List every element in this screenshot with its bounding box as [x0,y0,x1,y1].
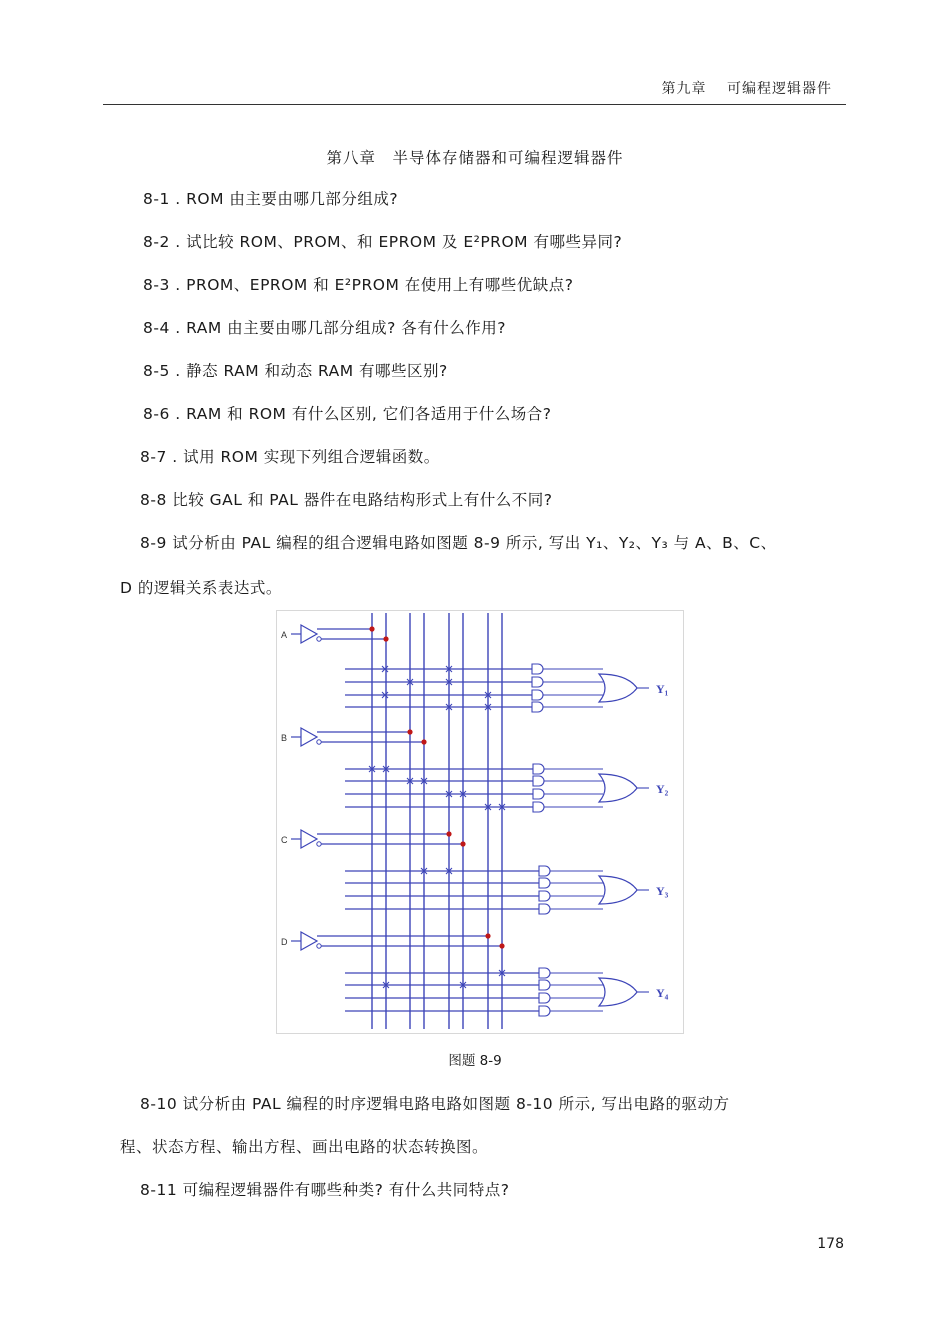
and-gate [533,789,544,799]
chapter-title: 第八章 半导体存储器和可编程逻辑器件 [326,149,624,167]
and-gate [539,891,550,901]
buffer-gate [301,728,317,746]
question-8-11: 8-11 可编程逻辑器件有哪些种类? 有什么共同特点? [140,1181,510,1199]
output-label-4: Y₄ [656,986,669,1000]
question-8-10-line1: 8-10 试分析由 PAL 编程的时序逻辑电路电路如图题 8-10 所示, 写出电路的驱动方 [140,1095,730,1113]
buffer-gate [301,830,317,848]
inverter-bubble [317,842,321,846]
or-gate [599,876,637,904]
and-gate [533,802,544,812]
connection-dot [485,933,490,938]
question-8-5: 8-5 . 静态 RAM 和动态 RAM 有哪些区别? [143,362,448,380]
and-gate [532,664,543,674]
inverter-bubble [317,740,321,744]
input-label-B: B [281,733,288,743]
connection-dot [421,739,426,744]
question-8-10-line2: 程、状态方程、输出方程、画出电路的状态转换图。 [120,1138,489,1156]
page-number: 178 [817,1236,844,1252]
connection-dot [407,729,412,734]
output-label-3: Y₃ [656,884,669,898]
question-8-3: 8-3 . PROM、EPROM 和 E²PROM 在使用上有哪些优缺点? [143,276,574,294]
and-gate [539,878,550,888]
connection-dot [383,636,388,641]
buffer-gate [301,625,317,643]
and-gate [539,1006,550,1016]
pal-circuit-figure [276,610,684,1034]
and-gate [532,677,543,687]
input-label-D: D [281,937,288,947]
question-8-8: 8-8 比较 GAL 和 PAL 器件在电路结构形式上有什么不同? [140,491,553,509]
question-8-4: 8-4 . RAM 由主要由哪几部分组成? 各有什么作用? [143,319,507,337]
question-8-9-line1: 8-9 试分析由 PAL 编程的组合逻辑电路如图题 8-9 所示, 写出 Y₁、Y₂、Y₃ 与 A、B、C、 [140,534,777,552]
and-gate [533,776,544,786]
and-gate [532,702,543,712]
or-gate [599,774,637,802]
and-gate [539,980,550,990]
and-gate [532,690,543,700]
output-label-2: Y₂ [656,782,669,796]
input-label-A: A [281,630,288,640]
connection-dot [369,626,374,631]
running-header: 第九章 可编程逻辑器件 [661,81,832,97]
and-gate [533,764,544,774]
inverter-bubble [317,637,321,641]
buffer-gate [301,932,317,950]
inverter-bubble [317,944,321,948]
question-8-2: 8-2 . 试比较 ROM、PROM、和 EPROM 及 E²PROM 有哪些异同? [143,233,623,251]
question-8-1: 8-1 . ROM 由主要由哪几部分组成? [143,190,399,208]
connection-dot [446,831,451,836]
question-8-9-line2: D 的逻辑关系表达式。 [120,579,282,597]
and-gate [539,968,550,978]
question-8-6: 8-6 . RAM 和 ROM 有什么区别, 它们各适用于什么场合? [143,405,552,423]
and-gate [539,866,550,876]
question-8-7: 8-7 . 试用 ROM 实现下列组合逻辑函数。 [140,448,440,466]
connection-dot [460,841,465,846]
or-gate [599,674,637,702]
input-label-C: C [281,835,288,845]
pal-circuit-diagram [277,611,683,1033]
and-gate [539,993,550,1003]
and-gate [539,904,550,914]
output-label-1: Y₁ [656,682,669,696]
or-gate [599,978,637,1006]
header-rule [103,104,846,105]
connection-dot [499,943,504,948]
figure-caption: 图题 8-9 [448,1053,502,1069]
